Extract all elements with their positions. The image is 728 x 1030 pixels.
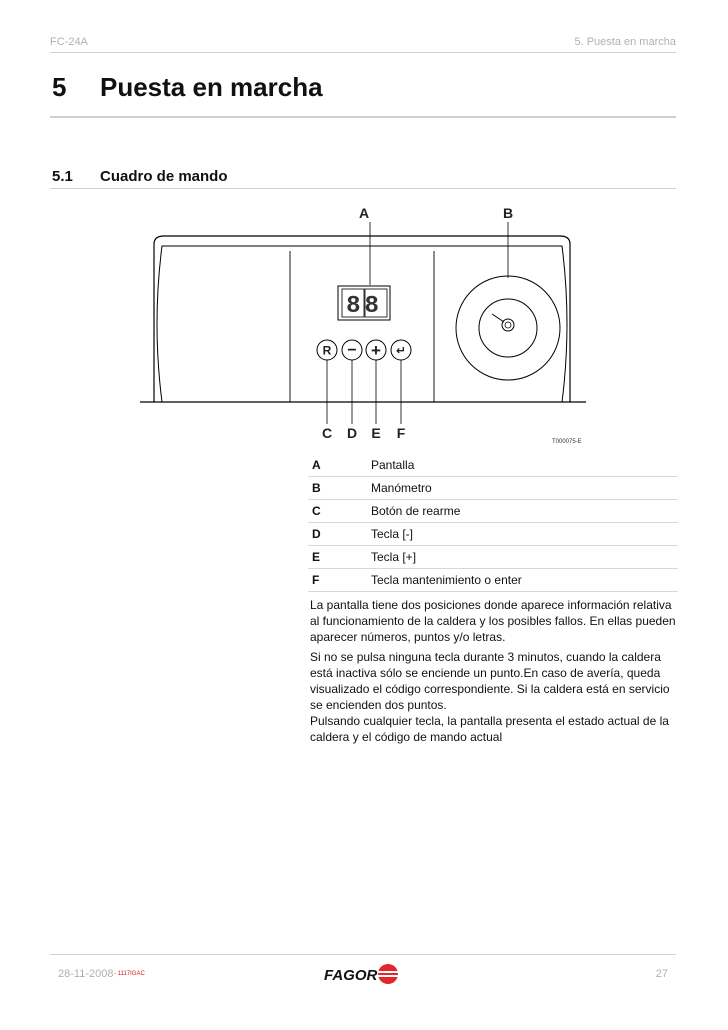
legend-text: Botón de rearme	[371, 504, 461, 518]
legend-key: B	[312, 481, 321, 495]
legend-row	[308, 500, 678, 523]
chapter-number: 5	[52, 72, 67, 102]
section-title: Cuadro de mando	[100, 168, 228, 185]
legend-text: Pantalla	[371, 458, 415, 472]
legend-row	[308, 523, 678, 546]
legend-key: E	[312, 550, 321, 564]
footer-date: 28-11-2008	[58, 968, 114, 980]
header-doc-code: FC-24A	[50, 36, 88, 48]
legend-key: D	[312, 527, 321, 541]
enter-button-label: ↵	[395, 343, 407, 358]
fagor-logo	[320, 962, 410, 986]
paragraph-idle-behavior: Si no se pulsa ninguna tecla durante 3 minutos, cuando la caldera está inactiva sólo se enciende un punto.En caso de avería, queda visualizado el código correspondiente. Si la caldera está en servicio se encienden dos puntos.	[310, 650, 670, 712]
legend-key: F	[312, 573, 320, 587]
chapter-rule	[50, 116, 676, 118]
minus-button-label: −	[347, 342, 357, 359]
legend-text: Manómetro	[371, 481, 432, 495]
legend-text: Tecla [-]	[371, 527, 414, 541]
section-number: 5.1	[52, 168, 73, 185]
label-d: D	[346, 425, 358, 441]
legend-text: Tecla [+]	[371, 550, 417, 564]
footer-code: - 1117IGAC	[114, 971, 145, 977]
plus-button-label: +	[371, 341, 381, 360]
control-panel-figure	[140, 196, 590, 446]
label-e: E	[371, 425, 381, 441]
fagor-logo-mark	[378, 964, 398, 984]
legend-table	[308, 454, 678, 592]
fagor-logo-wordmark: FAGOR	[324, 967, 378, 984]
fagor-logo-stripe	[378, 971, 398, 973]
body-text	[310, 597, 680, 749]
legend-row	[308, 454, 678, 477]
footer-page-number: 27	[655, 968, 668, 980]
manometer-hub-inner	[505, 322, 511, 328]
paragraph-key-press: Pulsando cualquier tecla, la pantalla presenta el estado actual de la caldera y el código de mando actual	[310, 714, 669, 744]
header-section-ref: 5. Puesta en marcha	[574, 36, 676, 48]
reset-button-label: R	[322, 343, 332, 358]
display-digits: 88	[346, 293, 383, 320]
manometer-needle	[492, 314, 504, 322]
fagor-logo-stripe	[378, 975, 398, 977]
footer-rule	[50, 954, 676, 955]
label-c: C	[321, 425, 333, 441]
label-a: A	[358, 205, 370, 221]
legend-text: Tecla mantenimiento o enter	[371, 573, 522, 587]
label-b: B	[502, 205, 514, 221]
legend-row	[308, 477, 678, 500]
legend-row	[308, 569, 678, 592]
legend-key: A	[312, 458, 321, 472]
chapter-title: Puesta en marcha	[100, 72, 323, 102]
header-rule	[50, 52, 676, 53]
label-f: F	[396, 425, 406, 441]
paragraph-display-info: La pantalla tiene dos posiciones donde aparece información relativa al funcionamiento de la caldera y los posibles fallos. En ellas pueden aparecer números, puntos y/o letras.	[310, 598, 676, 644]
legend-row	[308, 546, 678, 569]
figure-code: T000075-E	[552, 439, 582, 445]
manometer-hub	[502, 319, 514, 331]
section-rule	[50, 188, 676, 189]
legend-key: C	[312, 504, 321, 518]
